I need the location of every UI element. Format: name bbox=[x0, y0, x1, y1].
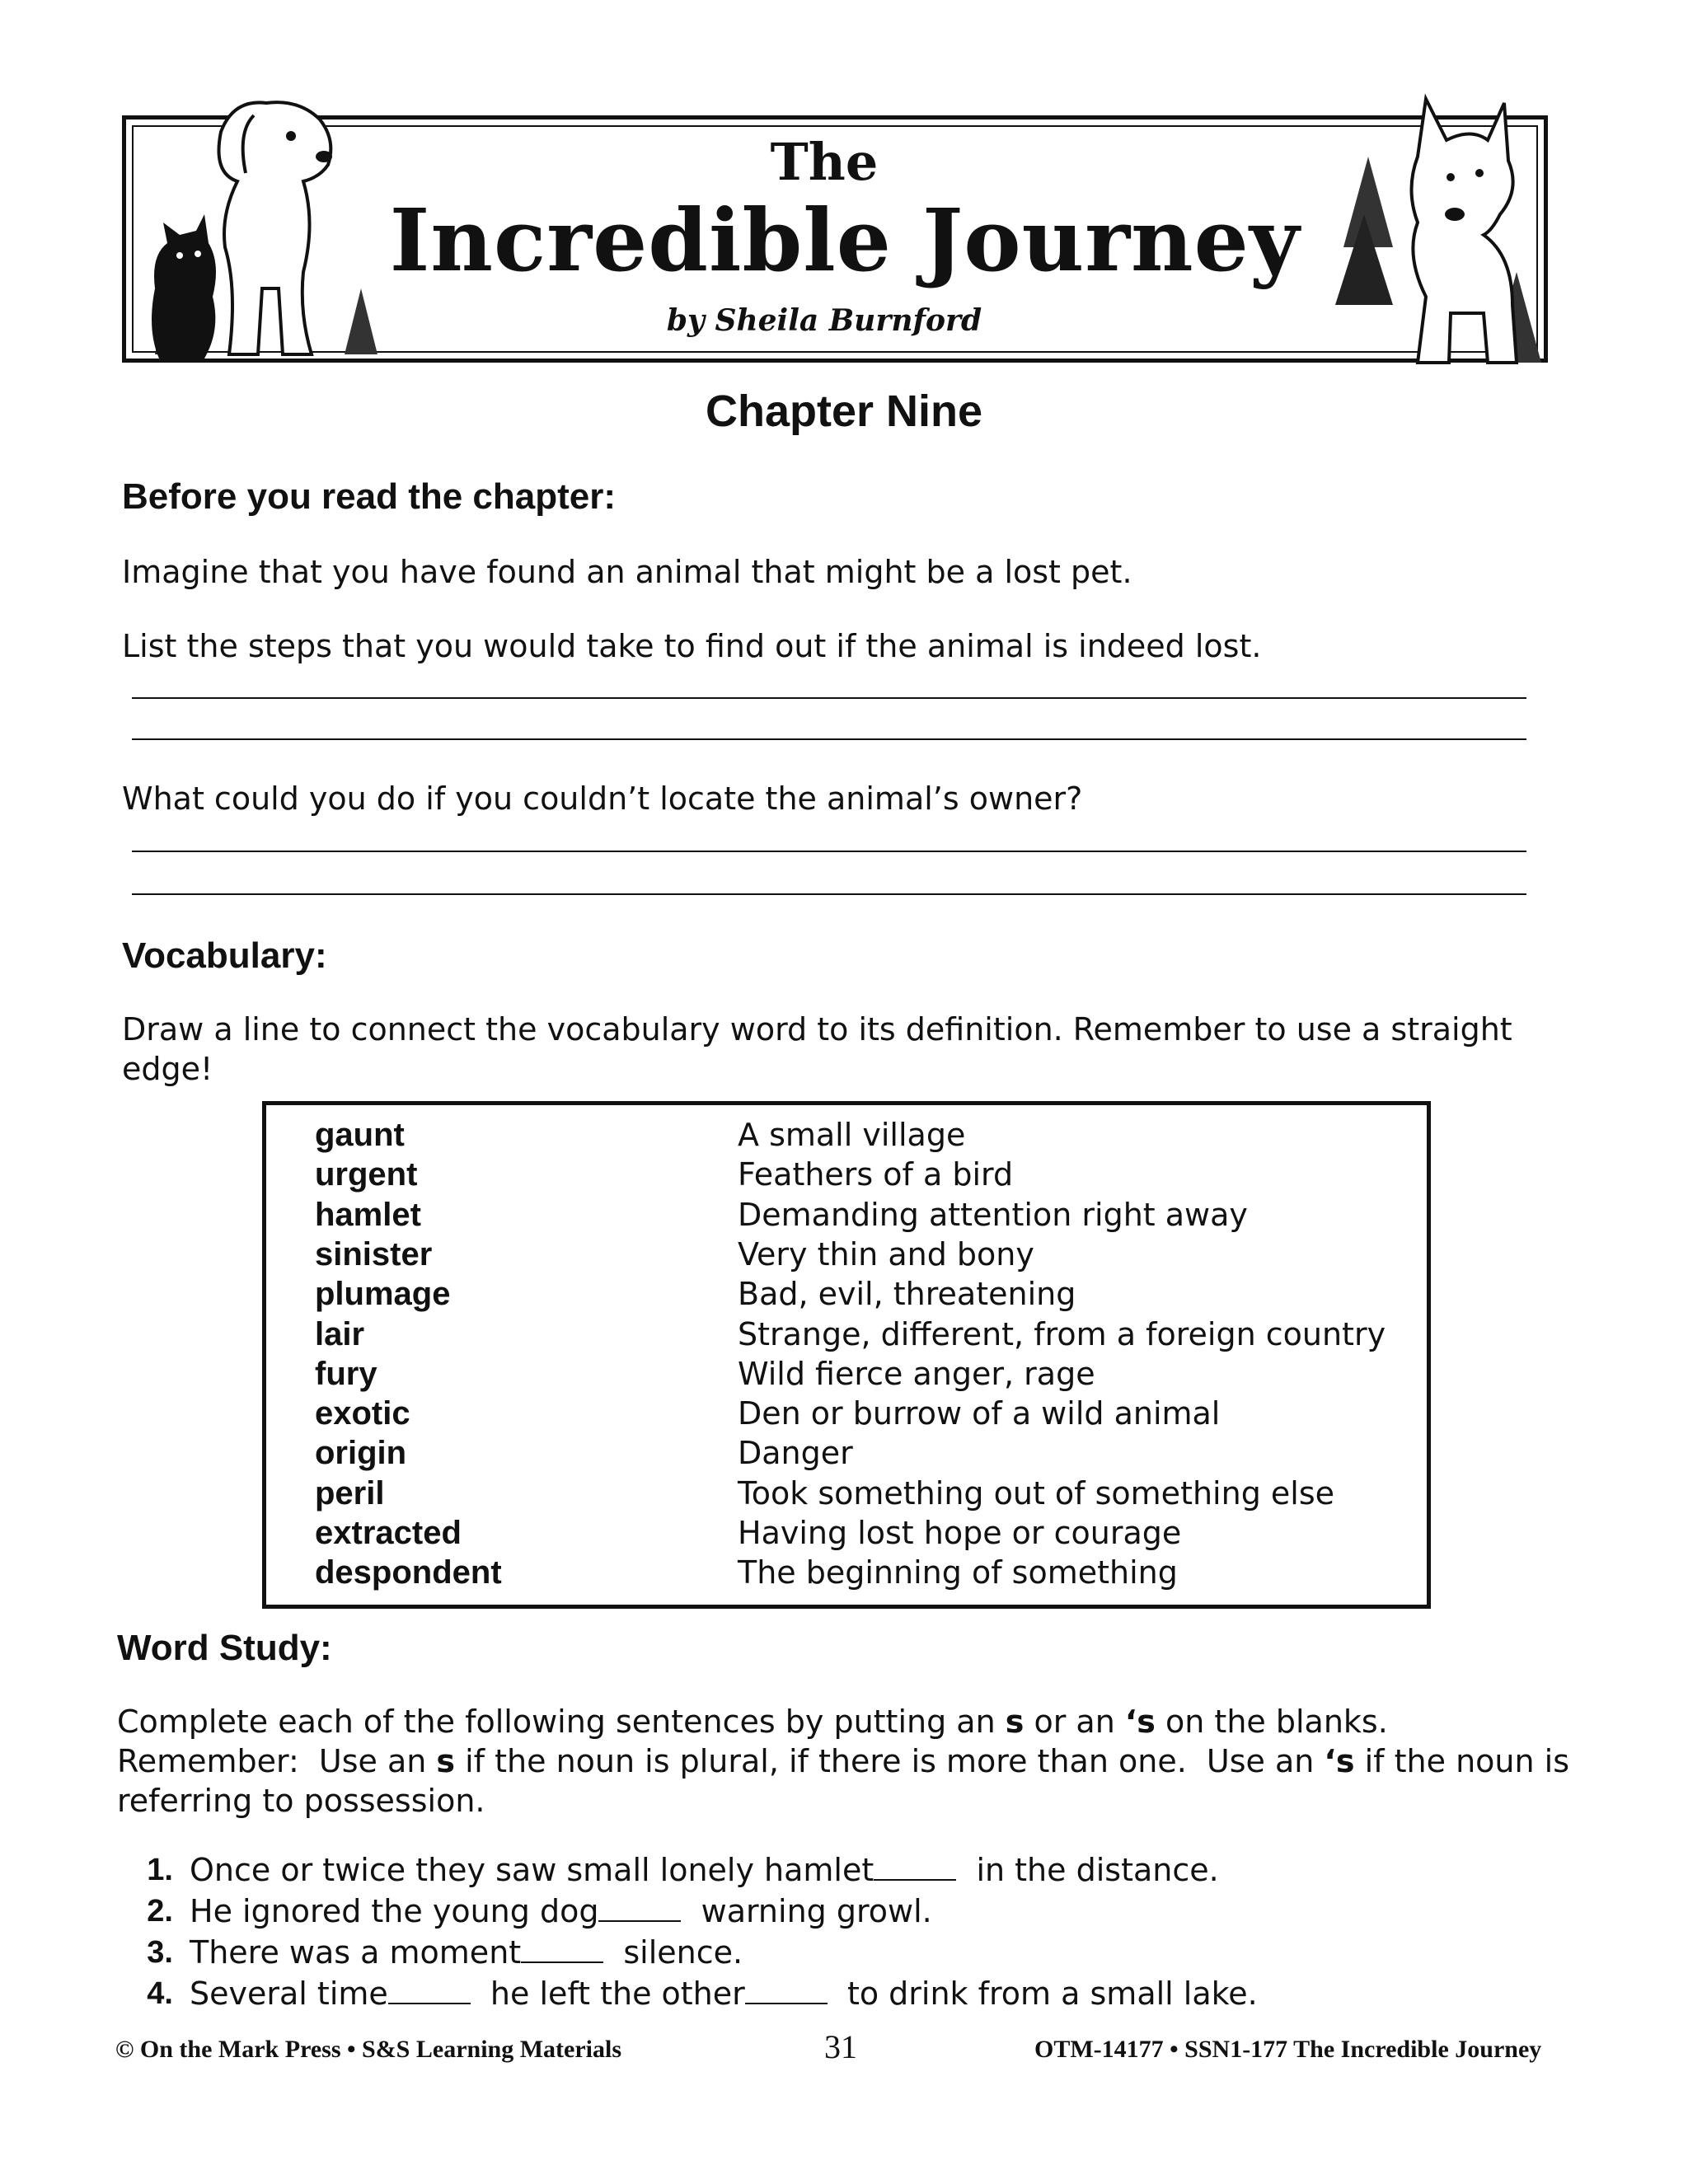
vocab-word[interactable]: fury bbox=[315, 1355, 377, 1392]
vocab-definition[interactable]: The beginning of something bbox=[738, 1554, 1178, 1591]
vocab-definition[interactable]: Bad, evil, threatening bbox=[738, 1276, 1076, 1313]
vocab-word[interactable]: lair bbox=[315, 1315, 365, 1352]
sentence-4: Several time he left the other to drink from a small lake. bbox=[190, 1973, 1258, 2014]
vocabulary-instruction-line-2: edge! bbox=[122, 1051, 213, 1087]
banner-the: The bbox=[770, 132, 879, 192]
sentence-2: He ignored the young dog warning growl. bbox=[190, 1891, 932, 1932]
vocab-word[interactable]: origin bbox=[315, 1435, 407, 1472]
vocab-word[interactable]: plumage bbox=[315, 1276, 451, 1313]
banner-byline: by Sheila Burnford bbox=[666, 303, 982, 338]
word-study-instruction-line-1: Complete each of the following sentences by putting an s or an ‘s on the blanks. bbox=[117, 1704, 1388, 1740]
bull-terrier-illustration bbox=[1327, 91, 1550, 371]
answer-line[interactable] bbox=[132, 738, 1526, 740]
answer-blank[interactable] bbox=[388, 1973, 471, 2004]
footer-product-code: OTM-14177 • SSN1-177 The Incredible Journey bbox=[1034, 2036, 1542, 2063]
page-number: 31 bbox=[824, 2028, 857, 2065]
chapter-title: Chapter Nine bbox=[705, 387, 983, 436]
vocab-word[interactable]: sinister bbox=[315, 1235, 433, 1272]
vocab-word[interactable]: hamlet bbox=[315, 1196, 421, 1233]
vocab-definition[interactable]: Danger bbox=[738, 1435, 853, 1472]
before-read-prompt-2: List the steps that you would take to find out if the animal is indeed lost. bbox=[122, 628, 1262, 664]
vocabulary-instruction-line-1: Draw a line to connect the vocabulary word to its definition. Remember to use a straight bbox=[122, 1011, 1512, 1047]
before-read-prompt-1: Imagine that you have found an animal that might be a lost pet. bbox=[122, 554, 1132, 590]
vocab-word[interactable]: urgent bbox=[315, 1156, 418, 1193]
answer-blank[interactable] bbox=[745, 1973, 828, 2004]
vocab-definition[interactable]: Den or burrow of a wild animal bbox=[738, 1395, 1221, 1432]
answer-blank[interactable] bbox=[521, 1932, 603, 1963]
sentence-number: 2. bbox=[147, 1894, 173, 1929]
vocab-word[interactable]: gaunt bbox=[315, 1117, 405, 1153]
dog-and-cat-illustration bbox=[122, 82, 394, 363]
sentence-3: There was a moment silence. bbox=[190, 1932, 743, 1973]
before-read-prompt-3: What could you do if you couldn’t locate the animal’s owner? bbox=[122, 780, 1083, 817]
footer-publisher: © On the Mark Press • S&S Learning Materials bbox=[115, 2036, 621, 2063]
vocab-word[interactable]: extracted bbox=[315, 1515, 462, 1551]
vocab-word[interactable]: exotic bbox=[315, 1395, 410, 1432]
sentence-1: Once or twice they saw small lonely hamlet in the distance. bbox=[190, 1849, 1219, 1891]
sentence-number: 1. bbox=[147, 1853, 173, 1887]
answer-line[interactable] bbox=[132, 697, 1526, 699]
answer-blank[interactable] bbox=[874, 1849, 956, 1881]
vocab-definition[interactable]: Took something out of something else bbox=[738, 1474, 1335, 1511]
vocab-word[interactable]: despondent bbox=[315, 1554, 502, 1591]
vocab-definition[interactable]: Very thin and bony bbox=[738, 1235, 1034, 1272]
word-study-heading: Word Study: bbox=[117, 1628, 332, 1668]
sentence-number: 3. bbox=[147, 1935, 173, 1970]
sentence-number: 4. bbox=[147, 1976, 173, 2011]
vocab-definition[interactable]: Wild fierce anger, rage bbox=[738, 1355, 1095, 1392]
vocabulary-heading: Vocabulary: bbox=[122, 935, 327, 976]
word-study-instruction-line-3: referring to possession. bbox=[117, 1783, 485, 1819]
before-read-heading: Before you read the chapter: bbox=[122, 476, 617, 517]
word-study-instruction-line-2: Remember: Use an s if the noun is plural, if there is more than one. Use an ‘s if the noun is bbox=[117, 1743, 1570, 1779]
vocab-definition[interactable]: Strange, different, from a foreign country bbox=[738, 1315, 1386, 1352]
vocab-word[interactable]: peril bbox=[315, 1474, 385, 1511]
answer-blank[interactable] bbox=[598, 1891, 681, 1922]
vocab-definition[interactable]: Feathers of a bird bbox=[738, 1156, 1014, 1193]
vocab-definition[interactable]: Having lost hope or courage bbox=[738, 1515, 1182, 1551]
vocab-definition[interactable]: Demanding attention right away bbox=[738, 1196, 1248, 1233]
vocab-definition[interactable]: A small village bbox=[738, 1117, 966, 1153]
answer-line[interactable] bbox=[132, 851, 1526, 852]
banner-title: Incredible Journey bbox=[389, 190, 1301, 291]
answer-line[interactable] bbox=[132, 893, 1526, 895]
